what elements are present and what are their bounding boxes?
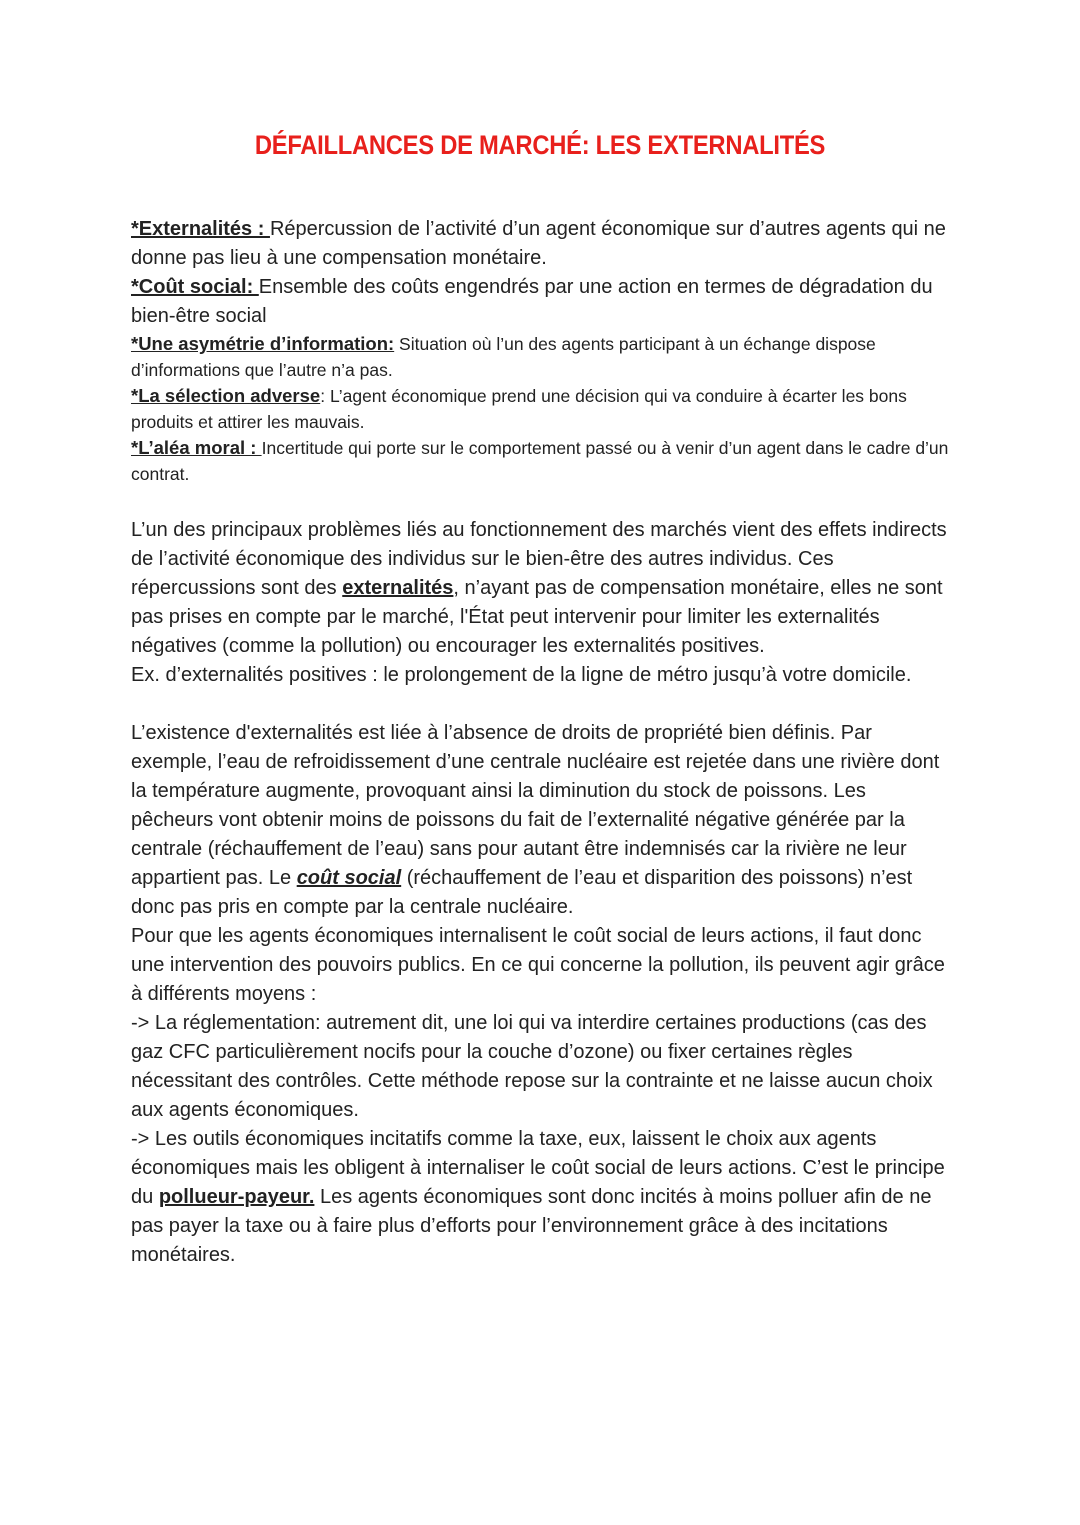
definition-selection-adverse: [131, 383, 951, 435]
keyword-externalites: externalités: [342, 577, 454, 599]
document-body: [131, 215, 951, 1270]
paragraph-text: , n’ayant pas de compensation monétaire, elles ne sont pas prises en compte par le marché, l'État peut intervenir pour limiter les externalités négatives (comme la pollution) ou encourager les externalités positives.: [131, 577, 943, 657]
paragraph-propriete: [131, 719, 951, 922]
spacer: [131, 690, 951, 719]
definition-externalites: [131, 215, 951, 273]
keyword-pollueur-payeur: pollueur-payeur.: [158, 1186, 315, 1208]
definition-text: Ensemble des coûts engendrés par une action en termes de dégradation du bien-être social: [131, 276, 933, 327]
paragraph-example: Ex. d’externalités positives : le prolongement de la ligne de métro jusqu’à votre domicile.: [131, 664, 912, 686]
definition-term: *L’aléa moral :: [131, 437, 262, 458]
paragraph-outils-incitatifs: [131, 1125, 951, 1270]
paragraph-text: L’existence d'externalités est liée à l’absence de droits de propriété bien définis. Par exemple, l’eau de refroidissement d’une centrale nucléaire est rejetée dans une rivière dont la température augmente, provoquant ainsi la diminution du stock de poissons. Les pêcheurs vont obtenir moins de poissons du fait de l’externalité négative générée par la centrale (réchauffement de l’eau) sans pour autant être indemnisés car la rivière ne leur appartient pas. Le: [131, 722, 940, 889]
definition-term: *Coût social:: [131, 276, 259, 298]
paragraph-text: Les agents économiques sont donc incités à moins polluer afin de ne pas payer la taxe ou à faire plus d’efforts pour l’environnement grâce à des incitations monétaires.: [131, 1186, 932, 1266]
definition-term: *La sélection adverse: [131, 385, 321, 406]
definition-alea-moral: [131, 435, 951, 487]
definition-term: *Externalités :: [131, 218, 270, 240]
paragraph-externalites: [131, 516, 951, 661]
page-title: DÉFAILLANCES DE MARCHÉ: LES EXTERNALITÉS: [254, 130, 826, 160]
definition-cout-social: [131, 273, 951, 331]
definition-text: Incertitude qui porte sur le comportement passé ou à venir d’un agent dans le cadre d’un contrat.: [131, 438, 949, 484]
definition-text: Répercussion de l’activité d’un agent économique sur d’autres agents qui ne donne pas lieu à une compensation monétaire.: [131, 218, 946, 269]
paragraph-text: (réchauffement de l’eau et disparition des poissons) n’est donc pas pris en compte par la centrale nucléaire.: [131, 867, 913, 918]
definition-text: : L’agent économique prend une décision qui va conduire à écarter les bons produits et attirer les mauvais.: [131, 386, 907, 432]
definition-asymetrie: [131, 331, 951, 383]
definition-text: Situation où l’un des agents participant à un échange dispose d’informations que l’autre n’a pas.: [131, 334, 876, 380]
spacer: [131, 487, 951, 516]
keyword-cout-social: coût social: [296, 867, 402, 889]
paragraph-reglementation: -> La réglementation: autrement dit, une loi qui va interdire certaines productions (cas des gaz CFC particulièrement nocifs pour la couche d’ozone) ou fixer certaines règles nécessitant des contrôles. Cette méthode repose sur la contrainte et ne laisse aucun choix aux agents économiques.: [131, 1012, 933, 1121]
definition-term: *Une asymétrie d’information:: [131, 333, 395, 354]
paragraph-text: L’un des principaux problèmes liés au fonctionnement des marchés vient des effets indirects de l’activité économique des individus sur le bien-être des autres individus. Ces répercussions sont des: [131, 519, 947, 599]
paragraph-text: -> Les outils économiques incitatifs comme la taxe, eux, laissent le choix aux agents économiques mais les obligent à internaliser le coût social de leurs actions. C’est le principe du: [131, 1128, 945, 1208]
paragraph-intervention: Pour que les agents économiques internalisent le coût social de leurs actions, il faut donc une intervention des pouvoirs publics. En ce qui concerne la pollution, ils peuvent agir grâce à différents moyens :: [131, 925, 945, 1005]
